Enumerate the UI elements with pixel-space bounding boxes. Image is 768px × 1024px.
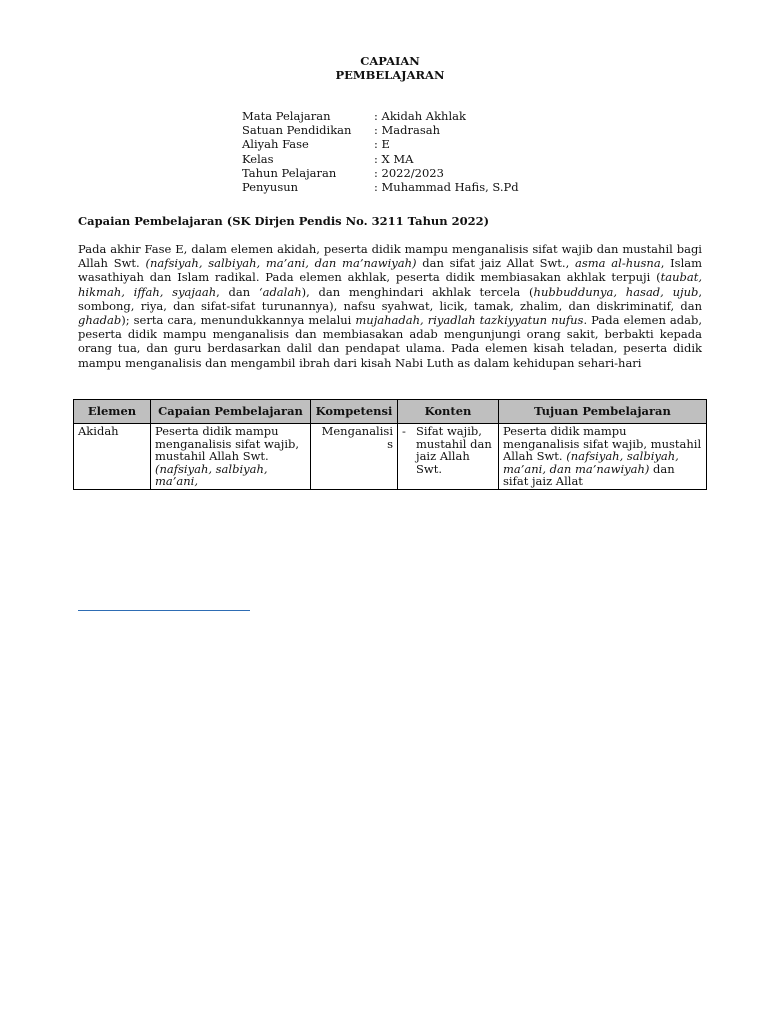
header-elemen: Elemen bbox=[74, 400, 151, 424]
text-run: Peserta didik mampu menganalisis sifat wajib, mustahil Allah Swt. bbox=[155, 424, 300, 464]
title-line-1: CAPAIAN bbox=[360, 54, 420, 68]
table-header-row bbox=[74, 400, 707, 424]
meta-value: : E bbox=[374, 137, 390, 152]
meta-label: Kelas bbox=[242, 151, 274, 166]
kompetensi-line-1: Menganalisi bbox=[321, 424, 393, 438]
header-tujuan: Tujuan Pembelajaran bbox=[499, 400, 707, 424]
text-run: , Islam wasathiyah dan Islam radikal. Pada elemen akhlak, peserta didik membiasakan akhlak terpuji ( bbox=[78, 256, 703, 285]
meta-label: Satuan Pendidikan bbox=[242, 123, 352, 138]
header-kompetensi: Kompetensi bbox=[311, 400, 398, 424]
italic-run: taubat, hikmah, iffah, syajaah bbox=[78, 270, 702, 299]
title-line-2: PEMBELAJARAN bbox=[335, 68, 445, 82]
text-run: , dan bbox=[216, 284, 259, 299]
text-run: , sombong, riya, dan sifat-sifat turunannya), nafsu syahwat, licik, tamak, zhalim, dan diskriminatif, dan bbox=[78, 284, 702, 313]
meta-value: : Akidah Akhlak bbox=[374, 109, 466, 123]
text-run: dan sifat jaiz Allat bbox=[503, 461, 675, 489]
text-run: Peserta didik mampu menganalisis sifat wajib, mustahil Allah Swt. bbox=[503, 424, 702, 464]
italic-run: mujahadah, riyadlah tazkiyyatun nufus bbox=[355, 313, 584, 328]
list-dash: - bbox=[402, 424, 406, 438]
document-title bbox=[0, 54, 768, 82]
cell-kompetensi bbox=[311, 424, 398, 490]
meta-value: : 2022/2023 bbox=[374, 165, 444, 180]
text-run: . Pada elemen adab, peserta didik mampu menganalisis dan membiasakan adab mengunjungi orang sakit, berbakti kepada orang tua, dan guru berdasarkan dalil dan pendapat ulama. Pada elemen kisah teladan, peserta didik mampu menganalisis dan mengambil ibrah dari kisah Nabi Luth as dalam kehidupan sehari-hari bbox=[78, 313, 702, 370]
meta-value: : X MA bbox=[374, 151, 414, 166]
meta-row bbox=[242, 123, 519, 137]
cell-elemen: Akidah bbox=[74, 424, 151, 490]
italic-run: ghadab bbox=[78, 313, 122, 328]
cp-paragraph bbox=[78, 242, 702, 370]
meta-row bbox=[242, 180, 519, 194]
meta-label: Aliyah Fase bbox=[242, 137, 309, 152]
text-run: ), dan menghindari akhlak tercela ( bbox=[301, 284, 534, 299]
meta-row bbox=[242, 166, 519, 180]
meta-label: Tahun Pelajaran bbox=[242, 165, 337, 180]
meta-label: Mata Pelajaran bbox=[242, 109, 331, 123]
cell-capaian bbox=[151, 424, 311, 490]
cp-heading: Capaian Pembelajaran (SK Dirjen Pendis No. 3211 Tahun 2022) bbox=[78, 214, 490, 228]
kompetensi-line-2: s bbox=[387, 436, 393, 451]
meta-label: Penyusun bbox=[242, 179, 299, 194]
meta-value: : Madrasah bbox=[374, 123, 441, 138]
table-row bbox=[74, 424, 707, 490]
meta-block bbox=[242, 109, 519, 194]
text-run: ); serta cara, menundukkannya melalui bbox=[121, 313, 356, 328]
italic-run: asma al-husna bbox=[575, 256, 661, 271]
header-capaian: Capaian Pembelajaran bbox=[151, 400, 311, 424]
cp-table bbox=[73, 399, 707, 490]
header-konten: Konten bbox=[398, 400, 499, 424]
italic-run: hubbuddunya, hasad, ujub bbox=[533, 284, 699, 299]
italic-run: (nafsiyah, salbiyah, ma’ani, dan ma’nawiyah) bbox=[145, 256, 417, 271]
konten-text: Sifat wajib, mustahil dan jaiz Allah Swt. bbox=[416, 424, 492, 476]
italic-run: (nafsiyah, salbiyah, ma’ani, bbox=[155, 461, 268, 489]
italic-run: ‘adalah bbox=[258, 284, 302, 299]
meta-row bbox=[242, 152, 519, 166]
konten-list-item bbox=[402, 425, 494, 475]
meta-row bbox=[242, 137, 519, 151]
cell-konten bbox=[398, 424, 499, 490]
meta-row bbox=[242, 109, 519, 123]
cell-tujuan bbox=[499, 424, 707, 490]
text-run: Pada akhir Fase E, dalam elemen akidah, peserta didik mampu menganalisis sifat wajib dan mustahil bagi Allah Swt. bbox=[78, 242, 702, 271]
text-run: dan sifat jaiz Allat Swt., bbox=[416, 256, 576, 271]
italic-run: (nafsiyah, salbiyah, ma’ani, dan ma’nawiyah) bbox=[503, 449, 679, 476]
footnote-separator bbox=[78, 610, 250, 611]
meta-value: : Muhammad Hafis, S.Pd bbox=[374, 179, 519, 194]
